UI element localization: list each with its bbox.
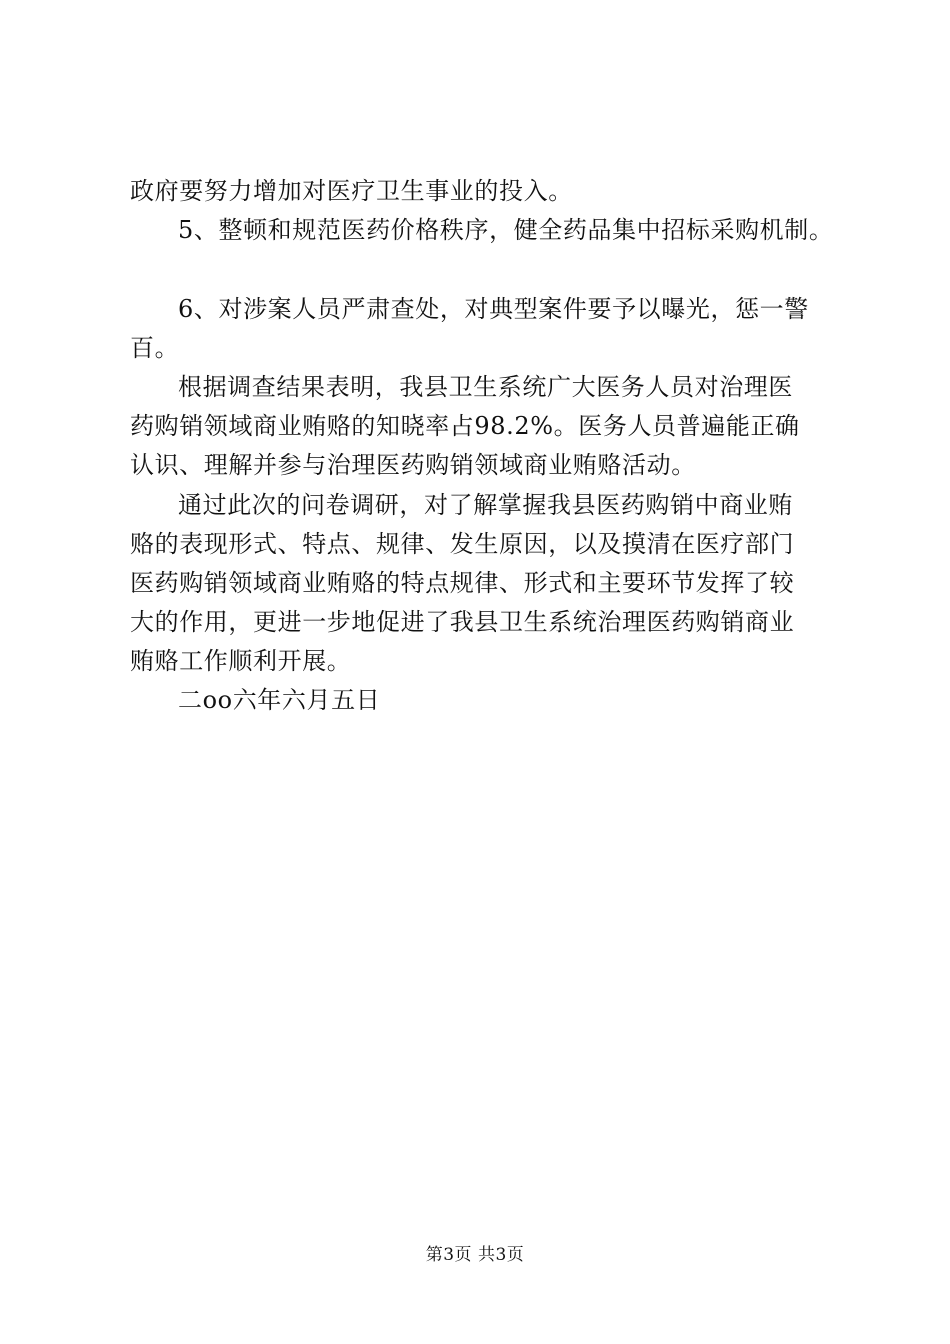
text-line: 大的作用，更进一步地促进了我县卫生系统治理医药购销商业 [130, 608, 795, 637]
document-date: 二oo六年六月五日 [178, 686, 381, 715]
text-line: 贿赂工作顺利开展。 [130, 647, 352, 676]
paragraph-start: 通过此次的问卷调研，对了解掌握我县医药购销中商业贿 [178, 490, 793, 519]
text-line: 赂的表现形式、特点、规律、发生原因，以及摸清在医疗部门 [130, 529, 795, 558]
text-line: 药购销领域商业贿赂的知晓率占98.2%。医务人员普遍能正确 [130, 412, 800, 441]
blank-line [130, 250, 834, 289]
list-item-5: 5、整顿和规范医药价格秩序，健全药品集中招标采购机制。 [178, 216, 834, 245]
paragraph-start: 根据调查结果表明，我县卫生系统广大医务人员对治理医 [178, 372, 793, 401]
text-line: 认识、理解并参与治理医药购销领域商业贿赂活动。 [130, 451, 696, 480]
page-footer [0, 1243, 950, 1267]
page-number-label: 第3页 共3页 [425, 1245, 525, 1265]
text-line: 医药购销领域商业贿赂的特点规律、形式和主要环节发挥了较 [130, 568, 795, 597]
list-item-6: 6、对涉案人员严肃查处，对典型案件要予以曝光，惩一警 [178, 294, 809, 323]
text-line: 百。 [130, 333, 180, 362]
document-body [130, 172, 834, 721]
text-line: 政府要努力增加对医疗卫生事业的投入。 [130, 177, 573, 205]
